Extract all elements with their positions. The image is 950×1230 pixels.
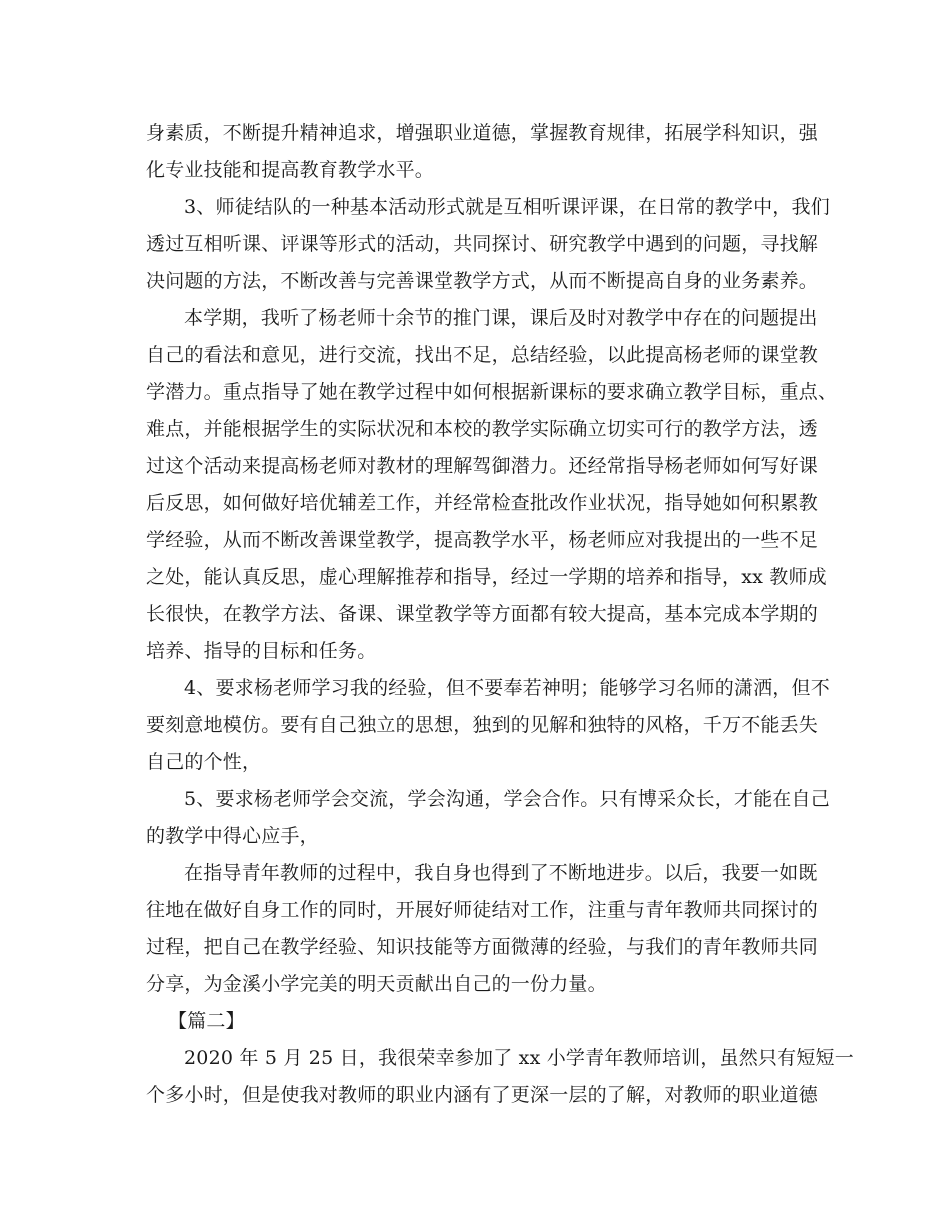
paragraph — [146, 189, 830, 300]
text-line: 学经验，从而不断改善课堂教学，提高教学水平，杨老师应对我提出的一些不足 — [146, 529, 819, 551]
text-line: 后反思，如何做好培优辅差工作，并经常检查批改作业状况，指导她如何积累教 — [146, 492, 819, 514]
paragraph — [146, 670, 830, 781]
text-line: 难点，并能根据学生的实际状况和本校的教学实际确立切实可行的教学方法，透 — [146, 418, 819, 440]
section-heading-text: 【篇二】 — [168, 1010, 245, 1032]
text-line: 过这个活动来提高杨老师对教材的理解驾御潜力。还经常指导杨老师如何写好课 — [146, 455, 819, 477]
text-line: 的教学中得心应手， — [146, 825, 319, 847]
text-line: 身素质，不断提升精神追求，增强职业道德，掌握教育规律，拓展学科知识，强 — [146, 122, 819, 144]
text-line: 2020 年 5 月 25 日，我很荣幸参加了 xx 小学青年教师培训，虽然只有短短一 — [184, 1047, 854, 1069]
paragraph — [146, 781, 830, 855]
text-line: 透过互相听课、评课等形式的活动，共同探讨、研究教学中遇到的问题，寻找解 — [146, 233, 819, 255]
text-line: 5、要求杨老师学会交流，学会沟通，学会合作。只有博采众长，才能在自己 — [184, 788, 830, 810]
paragraph — [146, 1040, 854, 1114]
text-line: 要刻意地模仿。要有自己独立的思想，独到的见解和独特的风格，千万不能丢失 — [146, 714, 819, 736]
text-line: 3、师徒结队的一种基本活动形式就是互相听课评课，在日常的教学中，我们 — [184, 196, 830, 218]
text-line: 自己的个性， — [146, 751, 262, 773]
text-line: 在指导青年教师的过程中，我自身也得到了不断地进步。以后，我要一如既 — [184, 862, 818, 884]
text-line: 本学期，我听了杨老师十余节的推门课，课后及时对教学中存在的问题提出 — [184, 307, 818, 329]
document-body — [146, 115, 854, 1114]
text-line: 过程，把自己在教学经验、知识技能等方面微薄的经验，与我们的青年教师共同 — [146, 936, 819, 958]
paragraph — [146, 855, 819, 1003]
text-line: 之处，能认真反思，虚心理解推荐和指导，经过一学期的培养和指导，xx 教师成 — [146, 566, 827, 588]
section-heading — [146, 1003, 814, 1040]
text-line: 分享，为金溪小学完美的明天贡献出自己的一份力量。 — [146, 973, 607, 995]
text-line: 决问题的方法，不断改善与完善课堂教学方式，从而不断提高自身的业务素养。 — [146, 270, 819, 292]
paragraph — [146, 115, 819, 189]
text-line: 学潜力。重点指导了她在教学过程中如何根据新课标的要求确立教学目标，重点、 — [146, 381, 838, 403]
text-line: 长很快，在教学方法、备课、课堂教学等方面都有较大提高，基本完成本学期的 — [146, 603, 819, 625]
text-line: 自己的看法和意见，进行交流，找出不足，总结经验，以此提高杨老师的课堂教 — [146, 344, 819, 366]
text-line: 4、要求杨老师学习我的经验，但不要奉若神明；能够学习名师的潇洒，但不 — [184, 677, 830, 699]
text-line: 个多小时，但是使我对教师的职业内涵有了更深一层的了解，对教师的职业道德 — [146, 1084, 819, 1106]
text-line: 化专业技能和提高教育教学水平。 — [146, 159, 435, 181]
text-line: 往地在做好自身工作的同时，开展好师徒结对工作，注重与青年教师共同探讨的 — [146, 899, 819, 921]
paragraph — [146, 300, 838, 670]
text-line: 培养、指导的目标和任务。 — [146, 640, 377, 662]
